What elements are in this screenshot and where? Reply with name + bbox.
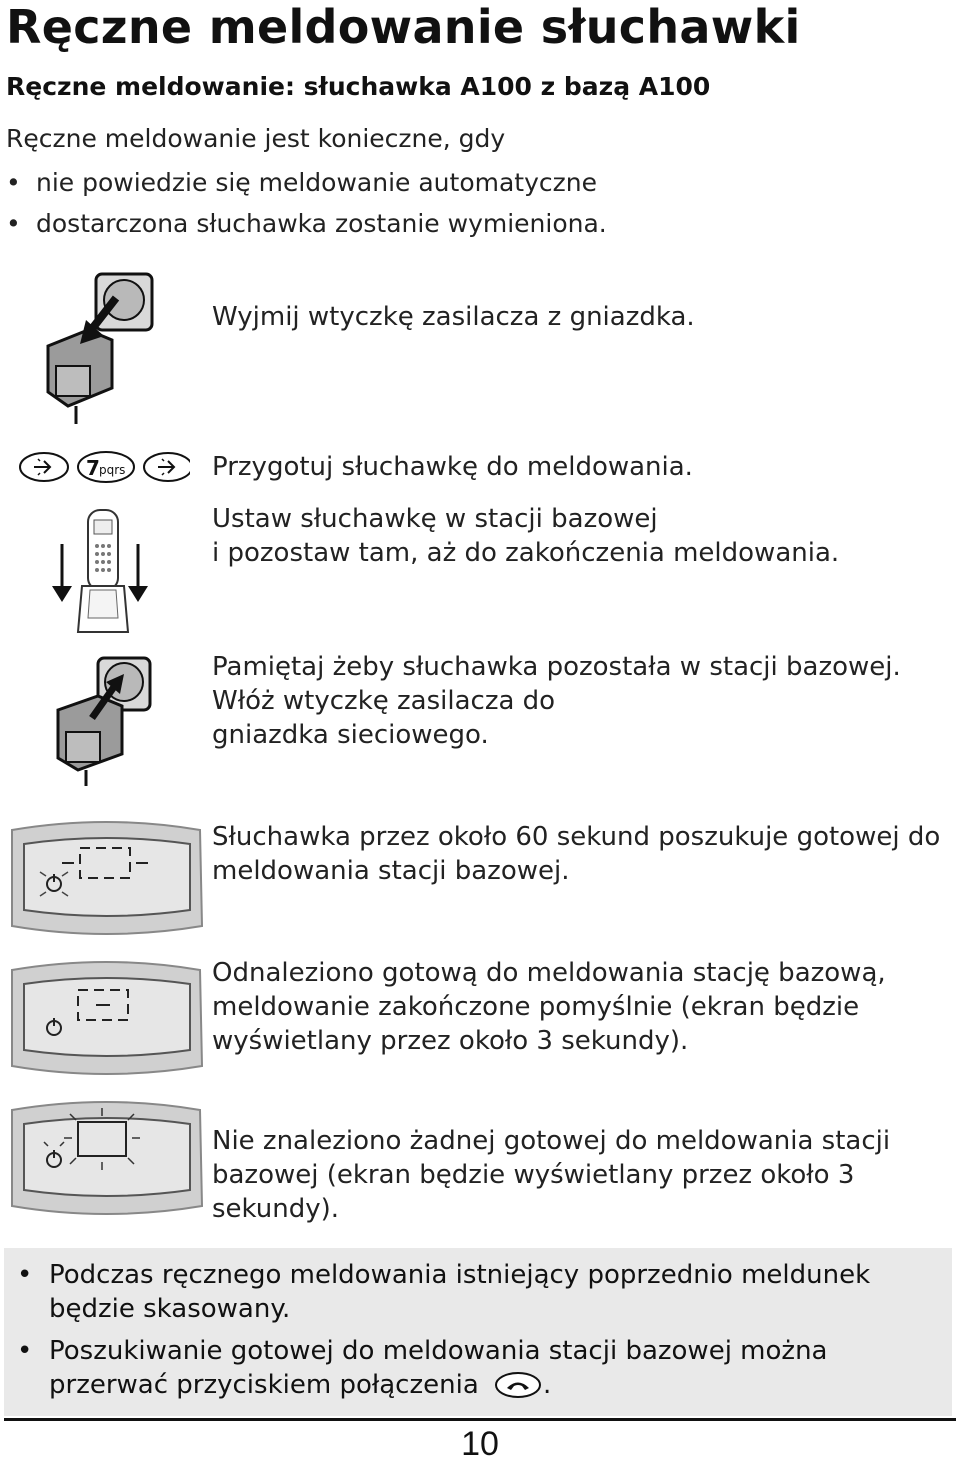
step-found-text: Odnaleziono gotową do meldowania stację bazową, meldowanie zakończone pomyślnie (ekran będzie wyświetlany przez około 3 sekundy). bbox=[212, 958, 886, 1056]
display-icon bbox=[10, 818, 204, 938]
page-number: 10 bbox=[461, 1425, 499, 1463]
key-7-icon bbox=[78, 452, 134, 482]
power-plug-icon bbox=[58, 658, 150, 786]
display-icon bbox=[10, 1098, 204, 1218]
end-call-key-icon bbox=[493, 1371, 543, 1399]
intro-text: Ręczne meldowanie jest konieczne, gdy bbox=[6, 124, 506, 153]
step-search-text: Słuchawka przez około 60 sekund poszukuje gotowej do meldowania stacji bazowej. bbox=[212, 822, 941, 886]
footer-divider bbox=[4, 1418, 956, 1421]
note-item: • Poszukiwanie gotowej do meldowania stacji bazowej można przerwać przyciskiem połączenia . bbox=[17, 1336, 828, 1400]
unplug-illustration bbox=[40, 268, 160, 428]
step-notfound-text: Nie znaleziono żadnej gotowej do meldowania stacji bazowej (ekran będzie wyświetlany przez około 3 sekundy). bbox=[212, 1126, 891, 1224]
step-plugin-text: Pamiętaj żeby słuchawka pozostała w stacji bazowej. Włóż wtyczkę zasilacza do gniazdka sieciowego. bbox=[212, 652, 901, 750]
step-prepare-text: Przygotuj słuchawkę do meldowania. bbox=[212, 452, 693, 482]
notes-box bbox=[4, 1248, 952, 1416]
menu-key-icon bbox=[144, 453, 190, 481]
menu-key-icon bbox=[20, 453, 68, 481]
display-icon bbox=[10, 958, 204, 1078]
svg-text:7: 7 bbox=[86, 456, 100, 480]
plugin-illustration bbox=[52, 654, 162, 790]
svg-text:pqrs: pqrs bbox=[99, 463, 126, 477]
step-place-text: Ustaw słuchawkę w stacji bazowej i pozostaw tam, aż do zakończenia meldowania. bbox=[212, 504, 840, 568]
bullet-text: dostarczona słuchawka zostanie wymieniona. bbox=[36, 209, 607, 238]
bullet-item: • nie powiedzie się meldowanie automatyczne bbox=[6, 168, 597, 197]
handset-icon bbox=[88, 510, 118, 590]
page-title: Ręczne meldowanie słuchawki bbox=[6, 0, 801, 54]
bullet-text: nie powiedzie się meldowanie automatyczne bbox=[36, 168, 597, 197]
step-unplug-text: Wyjmij wtyczkę zasilacza z gniazdka. bbox=[212, 302, 695, 332]
bullet-item: • dostarczona słuchawka zostanie wymieniona. bbox=[6, 209, 607, 238]
key-sequence bbox=[10, 450, 190, 484]
section-subtitle: Ręczne meldowanie: słuchawka A100 z bazą A100 bbox=[6, 72, 711, 101]
handset-in-base-illustration bbox=[48, 506, 160, 638]
note-item: • Podczas ręcznego meldowania istniejący poprzednio meldunek będzie skasowany. bbox=[17, 1260, 871, 1324]
